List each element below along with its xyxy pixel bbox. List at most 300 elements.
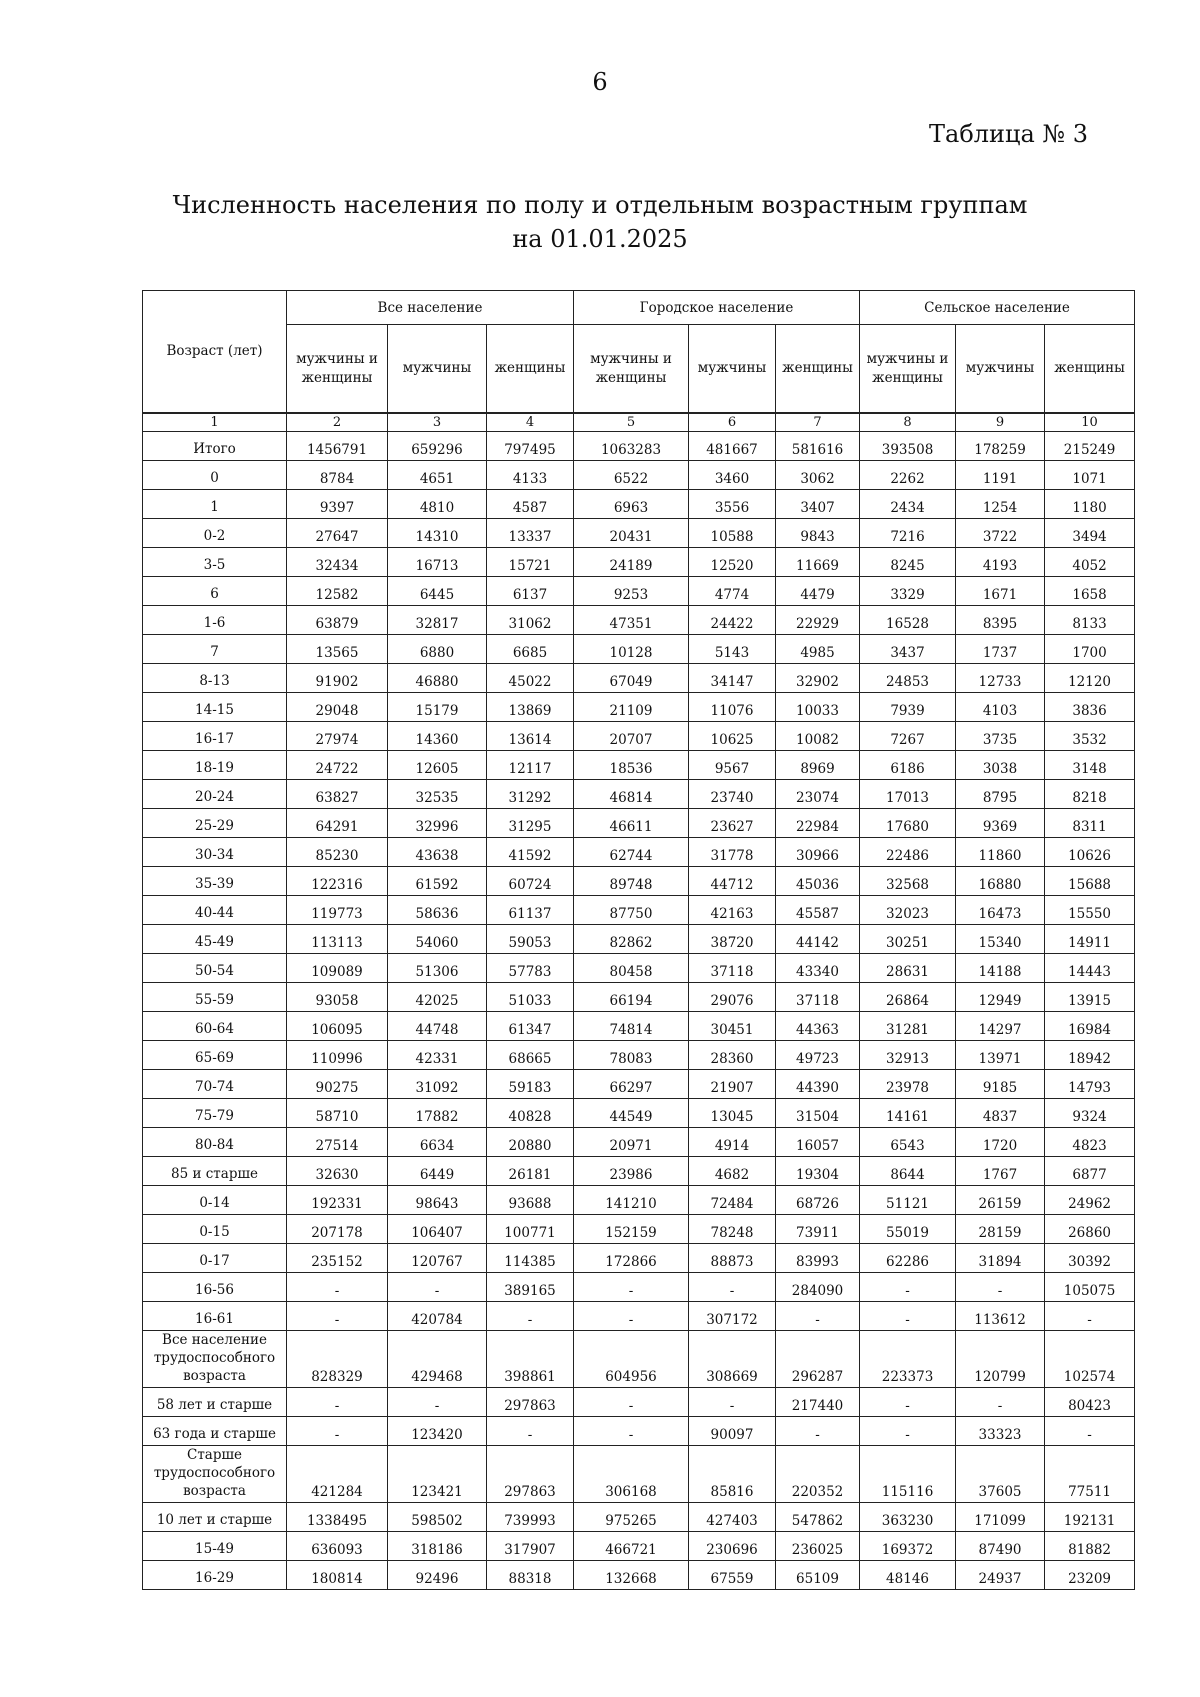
- column-number: 3: [388, 413, 487, 432]
- table-cell: -: [1045, 1302, 1135, 1331]
- table-cell: -: [860, 1273, 956, 1302]
- table-cell: 318186: [388, 1532, 487, 1561]
- table-cell: 10033: [776, 693, 860, 722]
- table-cell: 16880: [956, 867, 1045, 896]
- table-cell: 18536: [574, 751, 689, 780]
- table-cell: 1071: [1045, 461, 1135, 490]
- table-cell: 31504: [776, 1099, 860, 1128]
- table-cell: 296287: [776, 1331, 860, 1388]
- table-cell: 217440: [776, 1388, 860, 1417]
- table-cell: 14360: [388, 722, 487, 751]
- table-cell: 28360: [689, 1041, 776, 1070]
- table-cell: 2262: [860, 461, 956, 490]
- table-cell: 120767: [388, 1244, 487, 1273]
- table-cell: 13565: [287, 635, 388, 664]
- table-cell: 363230: [860, 1503, 956, 1532]
- table-cell: 9185: [956, 1070, 1045, 1099]
- table-cell: 9253: [574, 577, 689, 606]
- age-group-label: 16-56: [143, 1273, 287, 1302]
- table-cell: 10626: [1045, 838, 1135, 867]
- table-cell: 15721: [487, 548, 574, 577]
- table-cell: 132668: [574, 1561, 689, 1590]
- table-cell: 284090: [776, 1273, 860, 1302]
- table-cell: 16057: [776, 1128, 860, 1157]
- age-group-label: 75-79: [143, 1099, 287, 1128]
- table-cell: 24189: [574, 548, 689, 577]
- table-cell: 598502: [388, 1503, 487, 1532]
- title-line-2: на 01.01.2025: [512, 225, 688, 253]
- age-group-label: 8-13: [143, 664, 287, 693]
- table-cell: 110996: [287, 1041, 388, 1070]
- table-cell: 8784: [287, 461, 388, 490]
- table-cell: 1180: [1045, 490, 1135, 519]
- table-cell: 109089: [287, 954, 388, 983]
- table-cell: 92496: [388, 1561, 487, 1590]
- table-cell: 8218: [1045, 780, 1135, 809]
- table-cell: 14297: [956, 1012, 1045, 1041]
- age-group-label: Итого: [143, 432, 287, 461]
- table-cell: 230696: [689, 1532, 776, 1561]
- table-cell: 306168: [574, 1446, 689, 1503]
- table-cell: 61137: [487, 896, 574, 925]
- table-cell: 93058: [287, 983, 388, 1012]
- column-number: 1: [143, 413, 287, 432]
- table-cell: 1254: [956, 490, 1045, 519]
- table-cell: 12733: [956, 664, 1045, 693]
- table-cell: 43638: [388, 838, 487, 867]
- table-cell: 27647: [287, 519, 388, 548]
- table-cell: 77511: [1045, 1446, 1135, 1503]
- table-cell: 13337: [487, 519, 574, 548]
- table-cell: 81882: [1045, 1532, 1135, 1561]
- table-cell: 123421: [388, 1446, 487, 1503]
- table-number: Таблица № 3: [929, 120, 1088, 148]
- table-row: [143, 1128, 1135, 1157]
- table-row: [143, 693, 1135, 722]
- table-cell: 31292: [487, 780, 574, 809]
- table-cell: 18942: [1045, 1041, 1135, 1070]
- table-row: [143, 635, 1135, 664]
- table-cell: 17882: [388, 1099, 487, 1128]
- age-group-label: 80-84: [143, 1128, 287, 1157]
- table-cell: 16984: [1045, 1012, 1135, 1041]
- age-group-label: 70-74: [143, 1070, 287, 1099]
- table-cell: 192131: [1045, 1503, 1135, 1532]
- table-cell: 29076: [689, 983, 776, 1012]
- column-number: 7: [776, 413, 860, 432]
- table-cell: 6543: [860, 1128, 956, 1157]
- table-cell: 24962: [1045, 1186, 1135, 1215]
- subheader: женщины: [487, 325, 574, 414]
- table-cell: 32023: [860, 896, 956, 925]
- table-cell: 15688: [1045, 867, 1135, 896]
- table-cell: 38720: [689, 925, 776, 954]
- table-cell: 28159: [956, 1215, 1045, 1244]
- table-cell: 12605: [388, 751, 487, 780]
- age-group-label: 60-64: [143, 1012, 287, 1041]
- table-cell: 82862: [574, 925, 689, 954]
- table-cell: 8969: [776, 751, 860, 780]
- table-cell: 3735: [956, 722, 1045, 751]
- age-group-label: 0-15: [143, 1215, 287, 1244]
- table-row: [143, 925, 1135, 954]
- table-cell: 429468: [388, 1331, 487, 1388]
- table-row: [143, 432, 1135, 461]
- age-group-label: 15-49: [143, 1532, 287, 1561]
- age-group-label: 7: [143, 635, 287, 664]
- table-cell: -: [1045, 1417, 1135, 1446]
- table-cell: 74814: [574, 1012, 689, 1041]
- table-cell: 46814: [574, 780, 689, 809]
- table-cell: 14443: [1045, 954, 1135, 983]
- table-cell: -: [287, 1273, 388, 1302]
- table-cell: 93688: [487, 1186, 574, 1215]
- table-cell: -: [487, 1417, 574, 1446]
- table-cell: -: [388, 1273, 487, 1302]
- table-cell: 12520: [689, 548, 776, 577]
- table-cell: 4133: [487, 461, 574, 490]
- table-cell: 24422: [689, 606, 776, 635]
- table-cell: 30392: [1045, 1244, 1135, 1273]
- table-cell: 1658: [1045, 577, 1135, 606]
- table-cell: 20431: [574, 519, 689, 548]
- table-cell: 308669: [689, 1331, 776, 1388]
- table-cell: 7216: [860, 519, 956, 548]
- table-cell: -: [956, 1273, 1045, 1302]
- subheader: мужчины: [388, 325, 487, 414]
- table-cell: 15179: [388, 693, 487, 722]
- table-cell: 6880: [388, 635, 487, 664]
- table-cell: 13045: [689, 1099, 776, 1128]
- table-cell: 172866: [574, 1244, 689, 1273]
- table-cell: 123420: [388, 1417, 487, 1446]
- table-cell: -: [574, 1302, 689, 1331]
- table-cell: 15340: [956, 925, 1045, 954]
- age-group-label: 16-17: [143, 722, 287, 751]
- table-cell: -: [689, 1388, 776, 1417]
- table-cell: 1720: [956, 1128, 1045, 1157]
- table-cell: 152159: [574, 1215, 689, 1244]
- table-cell: 31778: [689, 838, 776, 867]
- table-cell: 22984: [776, 809, 860, 838]
- table-cell: 31894: [956, 1244, 1045, 1273]
- population-table: [142, 290, 1135, 1590]
- table-cell: 27514: [287, 1128, 388, 1157]
- table-cell: 1737: [956, 635, 1045, 664]
- table-cell: 24853: [860, 664, 956, 693]
- group-header-urban: Городское население: [574, 291, 860, 325]
- age-group-label: 10 лет и старше: [143, 1503, 287, 1532]
- table-row: [143, 1041, 1135, 1070]
- table-cell: 33323: [956, 1417, 1045, 1446]
- table-cell: -: [287, 1302, 388, 1331]
- column-number: 6: [689, 413, 776, 432]
- table-row: [143, 1070, 1135, 1099]
- table-cell: 44748: [388, 1012, 487, 1041]
- table-cell: 192331: [287, 1186, 388, 1215]
- table-cell: 68665: [487, 1041, 574, 1070]
- table-cell: 19304: [776, 1157, 860, 1186]
- table-cell: 42331: [388, 1041, 487, 1070]
- age-group-label: 1-6: [143, 606, 287, 635]
- table-cell: 3437: [860, 635, 956, 664]
- table-cell: 32630: [287, 1157, 388, 1186]
- table-cell: 49723: [776, 1041, 860, 1070]
- table-cell: 32996: [388, 809, 487, 838]
- table-cell: 1338495: [287, 1503, 388, 1532]
- table-cell: 91902: [287, 664, 388, 693]
- table-cell: 32568: [860, 867, 956, 896]
- table-cell: 78248: [689, 1215, 776, 1244]
- table-cell: 57783: [487, 954, 574, 983]
- table-cell: 113113: [287, 925, 388, 954]
- table-cell: 59053: [487, 925, 574, 954]
- table-cell: 7267: [860, 722, 956, 751]
- table-cell: 78083: [574, 1041, 689, 1070]
- subheader: мужчины: [956, 325, 1045, 414]
- table-cell: 466721: [574, 1532, 689, 1561]
- table-cell: 3722: [956, 519, 1045, 548]
- table-cell: 64291: [287, 809, 388, 838]
- table-cell: 43340: [776, 954, 860, 983]
- table-cell: 8311: [1045, 809, 1135, 838]
- column-number: 4: [487, 413, 574, 432]
- table-cell: 8133: [1045, 606, 1135, 635]
- table-cell: 44390: [776, 1070, 860, 1099]
- table-cell: 4651: [388, 461, 487, 490]
- table-cell: -: [487, 1302, 574, 1331]
- table-cell: -: [956, 1388, 1045, 1417]
- table-cell: 45036: [776, 867, 860, 896]
- table-cell: 4103: [956, 693, 1045, 722]
- table-cell: -: [860, 1302, 956, 1331]
- table-row: [143, 896, 1135, 925]
- table-row: [143, 780, 1135, 809]
- table-row: [143, 1532, 1135, 1561]
- table-row: [143, 1012, 1135, 1041]
- table-cell: 12949: [956, 983, 1045, 1012]
- table-cell: 23627: [689, 809, 776, 838]
- table-cell: -: [574, 1388, 689, 1417]
- table-cell: 37605: [956, 1446, 1045, 1503]
- table-cell: 54060: [388, 925, 487, 954]
- age-group-label: 0: [143, 461, 287, 490]
- table-cell: 66194: [574, 983, 689, 1012]
- table-cell: 83993: [776, 1244, 860, 1273]
- table-cell: 45587: [776, 896, 860, 925]
- table-cell: 23740: [689, 780, 776, 809]
- table-cell: 67049: [574, 664, 689, 693]
- table-cell: 10588: [689, 519, 776, 548]
- table-cell: 10625: [689, 722, 776, 751]
- table-row: [143, 606, 1135, 635]
- age-group-label: 63 года и старше: [143, 1417, 287, 1446]
- table-cell: 297863: [487, 1388, 574, 1417]
- table-row: [143, 751, 1135, 780]
- table-cell: 297863: [487, 1446, 574, 1503]
- age-group-label: 1: [143, 490, 287, 519]
- table-cell: 51033: [487, 983, 574, 1012]
- table-cell: 9567: [689, 751, 776, 780]
- table-cell: 73911: [776, 1215, 860, 1244]
- table-cell: -: [287, 1417, 388, 1446]
- age-column-header: Возраст (лет): [143, 291, 287, 414]
- table-cell: 66297: [574, 1070, 689, 1099]
- table-cell: 9397: [287, 490, 388, 519]
- table-cell: 44142: [776, 925, 860, 954]
- table-row: [143, 983, 1135, 1012]
- table-cell: 14793: [1045, 1070, 1135, 1099]
- table-row: [143, 519, 1135, 548]
- table-cell: 63879: [287, 606, 388, 635]
- table-cell: 393508: [860, 432, 956, 461]
- table-cell: 1063283: [574, 432, 689, 461]
- table-cell: 58710: [287, 1099, 388, 1128]
- table-cell: 51306: [388, 954, 487, 983]
- table-cell: -: [860, 1388, 956, 1417]
- table-cell: 46880: [388, 664, 487, 693]
- table-cell: 604956: [574, 1331, 689, 1388]
- table-cell: 10128: [574, 635, 689, 664]
- table-cell: 37118: [689, 954, 776, 983]
- table-cell: 31062: [487, 606, 574, 635]
- table-cell: 22486: [860, 838, 956, 867]
- table-row: [143, 809, 1135, 838]
- age-group-label: Все население трудоспособного возраста: [143, 1331, 287, 1388]
- table-cell: 13971: [956, 1041, 1045, 1070]
- age-group-label: 65-69: [143, 1041, 287, 1070]
- table-cell: 2434: [860, 490, 956, 519]
- table-cell: 6186: [860, 751, 956, 780]
- table-cell: -: [776, 1302, 860, 1331]
- table-cell: 3407: [776, 490, 860, 519]
- table-cell: 40828: [487, 1099, 574, 1128]
- table-cell: 51121: [860, 1186, 956, 1215]
- table-cell: 68726: [776, 1186, 860, 1215]
- table-cell: 12582: [287, 577, 388, 606]
- table-cell: 8795: [956, 780, 1045, 809]
- table-cell: 30251: [860, 925, 956, 954]
- table-row: [143, 1273, 1135, 1302]
- table-cell: 46611: [574, 809, 689, 838]
- group-header-all: Все население: [287, 291, 574, 325]
- table-cell: 20971: [574, 1128, 689, 1157]
- table-cell: -: [287, 1388, 388, 1417]
- table-cell: 636093: [287, 1532, 388, 1561]
- table-cell: 47351: [574, 606, 689, 635]
- age-group-label: 25-29: [143, 809, 287, 838]
- table-cell: 90097: [689, 1417, 776, 1446]
- table-cell: 42163: [689, 896, 776, 925]
- table-cell: 45022: [487, 664, 574, 693]
- table-cell: 3460: [689, 461, 776, 490]
- column-number: 5: [574, 413, 689, 432]
- table-cell: 6445: [388, 577, 487, 606]
- table-cell: 4914: [689, 1128, 776, 1157]
- table-cell: 317907: [487, 1532, 574, 1561]
- age-group-label: 0-14: [143, 1186, 287, 1215]
- table-cell: 32902: [776, 664, 860, 693]
- table-cell: 14161: [860, 1099, 956, 1128]
- age-group-label: 30-34: [143, 838, 287, 867]
- table-cell: 12117: [487, 751, 574, 780]
- table-cell: 3494: [1045, 519, 1135, 548]
- table-cell: 4193: [956, 548, 1045, 577]
- table-cell: 26181: [487, 1157, 574, 1186]
- table-cell: 106095: [287, 1012, 388, 1041]
- table-cell: 223373: [860, 1331, 956, 1388]
- age-group-label: 16-29: [143, 1561, 287, 1590]
- table-cell: 169372: [860, 1532, 956, 1561]
- age-group-label: 3-5: [143, 548, 287, 577]
- table-cell: 3148: [1045, 751, 1135, 780]
- table-cell: 80458: [574, 954, 689, 983]
- table-cell: 7939: [860, 693, 956, 722]
- table-row: [143, 1388, 1135, 1417]
- table-cell: 659296: [388, 432, 487, 461]
- table-cell: 3836: [1045, 693, 1135, 722]
- table-cell: 114385: [487, 1244, 574, 1273]
- table-cell: 80423: [1045, 1388, 1135, 1417]
- age-group-label: 6: [143, 577, 287, 606]
- table-row: [143, 1331, 1135, 1388]
- table-row: [143, 548, 1135, 577]
- table-cell: 6877: [1045, 1157, 1135, 1186]
- table-row: [143, 867, 1135, 896]
- table-cell: 12120: [1045, 664, 1135, 693]
- table-row: [143, 664, 1135, 693]
- table-cell: 31295: [487, 809, 574, 838]
- table-cell: 3556: [689, 490, 776, 519]
- table-cell: 420784: [388, 1302, 487, 1331]
- table-cell: 23074: [776, 780, 860, 809]
- table-cell: 8395: [956, 606, 1045, 635]
- table-cell: 23209: [1045, 1561, 1135, 1590]
- table-cell: 60724: [487, 867, 574, 896]
- table-cell: 63827: [287, 780, 388, 809]
- table-cell: 24722: [287, 751, 388, 780]
- table-cell: 8245: [860, 548, 956, 577]
- table-row: [143, 1157, 1135, 1186]
- column-number-row: [143, 413, 1135, 432]
- age-group-label: 45-49: [143, 925, 287, 954]
- table-cell: 389165: [487, 1273, 574, 1302]
- table-cell: 44549: [574, 1099, 689, 1128]
- table-cell: 3532: [1045, 722, 1135, 751]
- table-cell: 20707: [574, 722, 689, 751]
- subheader: мужчины: [689, 325, 776, 414]
- table-cell: 28631: [860, 954, 956, 983]
- table-cell: 1191: [956, 461, 1045, 490]
- table-row: [143, 1302, 1135, 1331]
- table-cell: 20880: [487, 1128, 574, 1157]
- document-title: [0, 188, 1200, 256]
- table-cell: 119773: [287, 896, 388, 925]
- table-cell: 32434: [287, 548, 388, 577]
- column-number: 9: [956, 413, 1045, 432]
- table-cell: 4052: [1045, 548, 1135, 577]
- table-cell: 90275: [287, 1070, 388, 1099]
- table-cell: 6522: [574, 461, 689, 490]
- table-cell: 235152: [287, 1244, 388, 1273]
- table-cell: 59183: [487, 1070, 574, 1099]
- table-cell: 427403: [689, 1503, 776, 1532]
- table-cell: 16473: [956, 896, 1045, 925]
- table-cell: 11669: [776, 548, 860, 577]
- table-row: [143, 838, 1135, 867]
- table-row: [143, 1186, 1135, 1215]
- table-cell: 26159: [956, 1186, 1045, 1215]
